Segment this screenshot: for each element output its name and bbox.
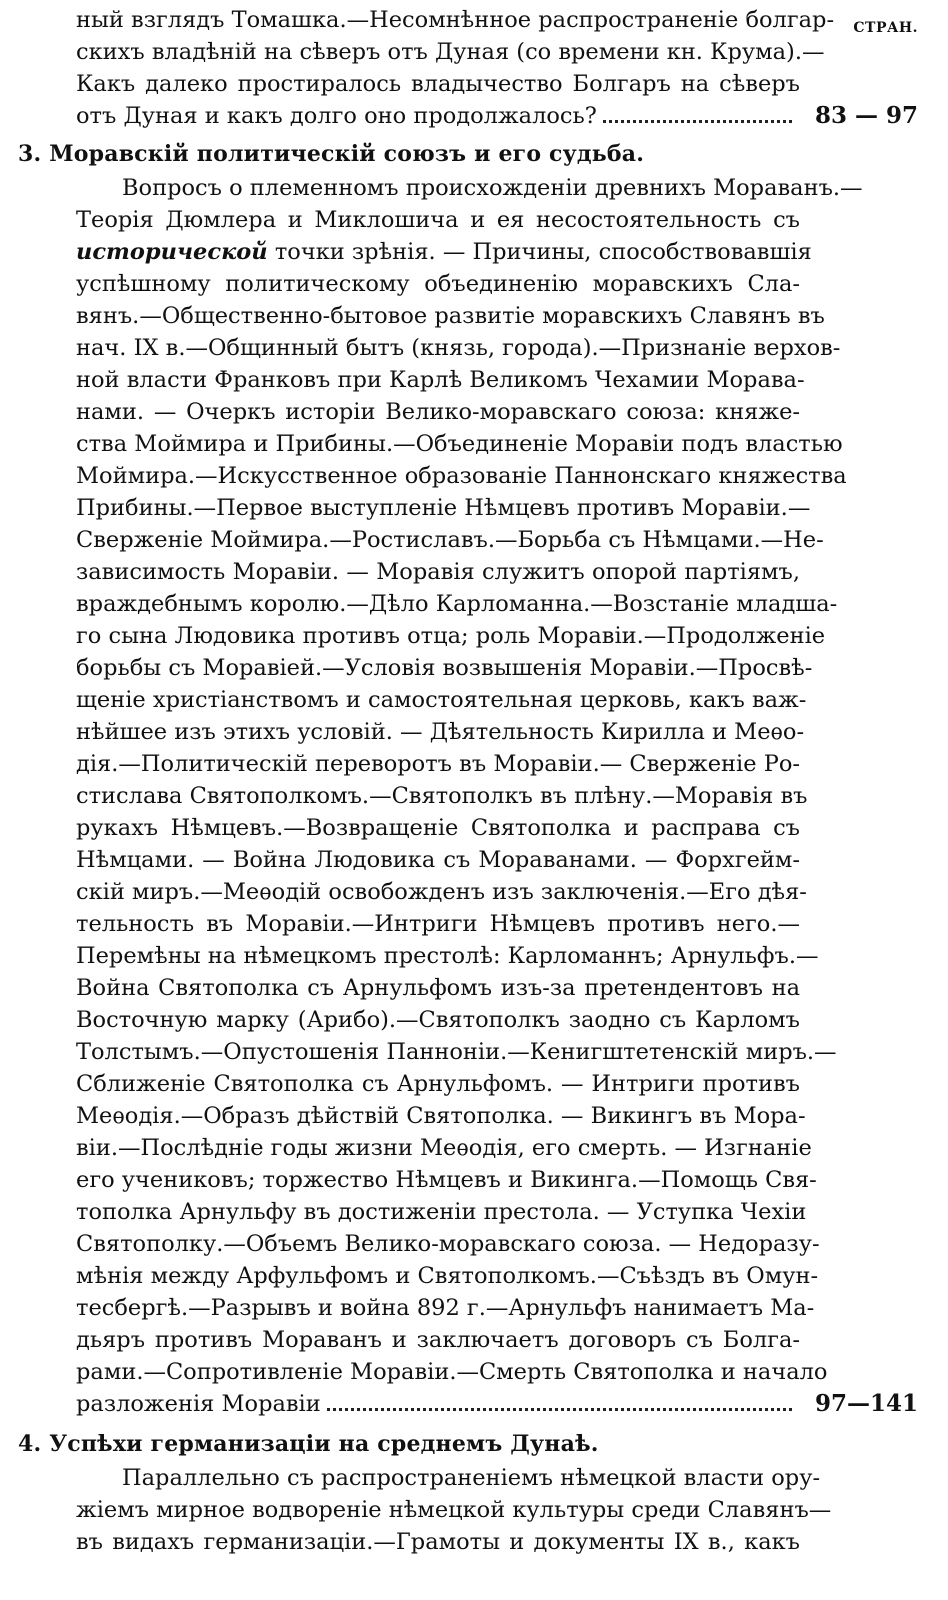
page-range: 83 — 97 — [814, 102, 918, 129]
section-heading: 4. Успѣхи германизаціи на среднемъ Дунаѣ. — [18, 1431, 599, 1457]
text-line: нѣйшее изъ этихъ условій. — Дѣятельность Кирилла и Меѳо- — [76, 719, 805, 745]
text-line: мѣнія между Арфульфомъ и Святополкомъ.—Съѣздъ въ Омун- — [76, 1263, 819, 1289]
text-line: нами. — Очеркъ исторіи Велико-моравскаго союза: княже- — [76, 399, 800, 425]
text-line: Теорія Дюмлера и Миклошича и ея несостоятельность съ — [76, 207, 800, 233]
text-line: жіемъ мирное водвореніе нѣмецкой культуры среди Славянъ— — [76, 1497, 832, 1523]
text-line: успѣшному политическому объединенію моравскихъ Сла- — [76, 271, 800, 297]
text-line: Меѳодія.—Образъ дѣйствій Святополка. — Викингъ въ Мора- — [76, 1103, 806, 1129]
text-line: Толстымъ.—Опустошенія Панноніи.—Кенигштетенскій миръ.— — [76, 1039, 837, 1065]
text-line: дьяръ противъ Мораванъ и заключаетъ договоръ съ Болга- — [76, 1327, 800, 1353]
text-line: нач. IX в.—Общинный бытъ (князь, города).—Признаніе верхов- — [76, 335, 841, 361]
text-line: его учениковъ; торжество Нѣмцевъ и Викинга.—Помощь Свя- — [76, 1167, 817, 1193]
text-line: го сына Людовика противъ отца; роль Моравіи.—Продолженіе — [76, 623, 826, 649]
italic-word: исторической — [76, 239, 268, 265]
text-line: скихъ владѣній на сѣверъ отъ Дуная (со времени кн. Крума).— — [76, 39, 825, 65]
text-line: скій миръ.—Меѳодій освобожденъ изъ заключенія.—Его дѣя- — [76, 879, 807, 905]
text-line: Война Святополка съ Арнульфомъ изъ-за претендентовъ на — [76, 975, 800, 1001]
text-line: ства Моймира и Прибины.—Объединеніе Моравіи подъ властью — [76, 431, 843, 457]
text-line: отъ Дуная и какъ долго оно продолжалось? 83 — 97 — [0, 100, 948, 132]
dot-leader — [603, 120, 792, 123]
text-line: рукахъ Нѣмцевъ.—Возвращеніе Святополка и расправа съ — [76, 815, 800, 841]
text-line: Восточную марку (Арибо).—Святополкъ заодно съ Карломъ — [76, 1007, 800, 1033]
text-line: вянъ.—Общественно-бытовое развитіе моравскихъ Славянъ въ — [76, 303, 825, 329]
text-line: Святополку.—Объемъ Велико-моравскаго союза. — Недоразу- — [76, 1231, 820, 1257]
text-line: исторической точки зрѣнія. — Причины, способствовавшія — [76, 239, 812, 265]
text-line: Перемѣны на нѣмецкомъ престолѣ: Карломаннъ; Арнульфъ.— — [76, 943, 819, 969]
text-line: тесбергѣ.—Разрывъ и война 892 г.—Арнульфъ нанимаетъ Ма- — [76, 1295, 815, 1321]
text-line: Параллельно съ распространеніемъ нѣмецкой власти ору- — [122, 1465, 821, 1491]
page-column-label: СТРАН. — [853, 20, 918, 36]
text-line: ный взглядъ Томашка.—Несомнѣнное распространеніе болгар- — [76, 7, 835, 33]
text-line: Вопросъ о племенномъ происхожденіи древнихъ Мораванъ.— — [122, 175, 863, 201]
text-line: рами.—Сопротивленіе Моравіи.—Смерть Святополка и начало — [76, 1359, 828, 1385]
text-line: Моймира.—Искусственное образованіе Паннонскаго княжества — [76, 463, 847, 489]
text-line: Нѣмцами. — Война Людовика съ Мораванами. — Форхгейм- — [76, 847, 800, 873]
section-heading: 3. Моравскій политическій союзъ и его судьба. — [18, 141, 645, 167]
text-line: дія.—Политическій переворотъ въ Моравіи.— Сверженіе Ро- — [76, 751, 800, 777]
text-line: Сверженіе Моймира.—Ростиславъ.—Борьба съ Нѣмцами.—Не- — [76, 527, 824, 553]
text-line: зависимость Моравіи. — Моравія служитъ опорой партіямъ, — [76, 559, 800, 585]
dot-leader — [327, 1408, 792, 1411]
text-line: ной власти Франковъ при Карлѣ Великомъ Чехамии Морава- — [76, 367, 805, 393]
text-line: враждебнымъ королю.—Дѣло Карломанна.—Возстаніе младша- — [76, 591, 838, 617]
page-range: 97—141 — [814, 1390, 918, 1417]
text-line: разложенія Моравіи 97—141 — [0, 1388, 948, 1420]
text-line: стислава Святополкомъ.—Святополкъ въ плѣну.—Моравія въ — [76, 783, 808, 809]
text-line: віи.—Послѣдніе годы жизни Меѳодія, его смерть. — Изгнаніе — [76, 1135, 812, 1161]
text-line: тополка Арнульфу въ достиженіи престола. — Уступка Чехіи — [76, 1199, 807, 1225]
text-line: щеніе христіанствомъ и самостоятельная церковь, какъ важ- — [76, 687, 807, 713]
text-line: въ видахъ германизаціи.—Грамоты и документы IX в., какъ — [76, 1529, 800, 1555]
text-line: Прибины.—Первое выступленіе Нѣмцевъ противъ Моравіи.— — [76, 495, 811, 521]
text-line: тельность въ Моравіи.—Интриги Нѣмцевъ противъ него.— — [76, 911, 800, 937]
text-line: Какъ далеко простиралось владычество Болгаръ на сѣверъ — [76, 71, 800, 97]
text-line: борьбы съ Моравіей.—Условія возвышенія Моравіи.—Просвѣ- — [76, 655, 813, 681]
text-line: Сближеніе Святополка съ Арнульфомъ. — Интриги противъ — [76, 1071, 800, 1097]
